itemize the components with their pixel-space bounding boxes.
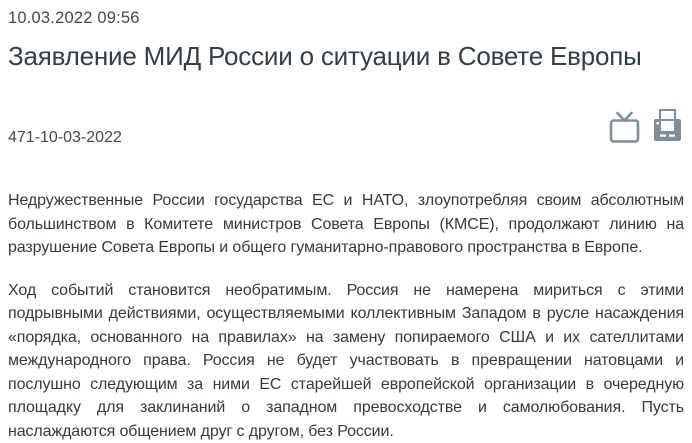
action-icons [609, 109, 682, 144]
article-paragraph: Недружественные России государства ЕС и НАТО, злоупотребляя своим абсолютным большинством в Комитете министров Совета Европы (КМСЕ), продолжают линию на разрушение Совета Европы и общего гуманитарно-правового пространства в Европе. [8, 189, 684, 260]
print-icon [653, 132, 682, 147]
print-button[interactable] [653, 109, 682, 144]
article-body [8, 189, 684, 443]
tv-icon [609, 132, 640, 147]
publish-datetime: 10.03.2022 09:56 [8, 8, 684, 28]
article-paragraph: Ход событий становится необратимым. Россия не намерена мириться с этими подрывными действиями, осуществляемыми коллективным Западом в русле насаждения «порядка, основанного на правилах» на замену попираемого США и их сателлитами международного права. Россия не будет участвовать в превращении натовцами и послушно следующим за ними ЕС старейшей европейской организации в очередную площадку для заклинаний о западном превосходстве и самолюбования. Пусть наслаждаются общением друг с другом, без России. [8, 279, 684, 443]
tv-button[interactable] [609, 111, 640, 144]
page-title: Заявление МИД России о ситуации в Совете Европы [8, 41, 684, 71]
meta-row [8, 105, 684, 147]
document-number: 471-10-03-2022 [8, 129, 122, 147]
